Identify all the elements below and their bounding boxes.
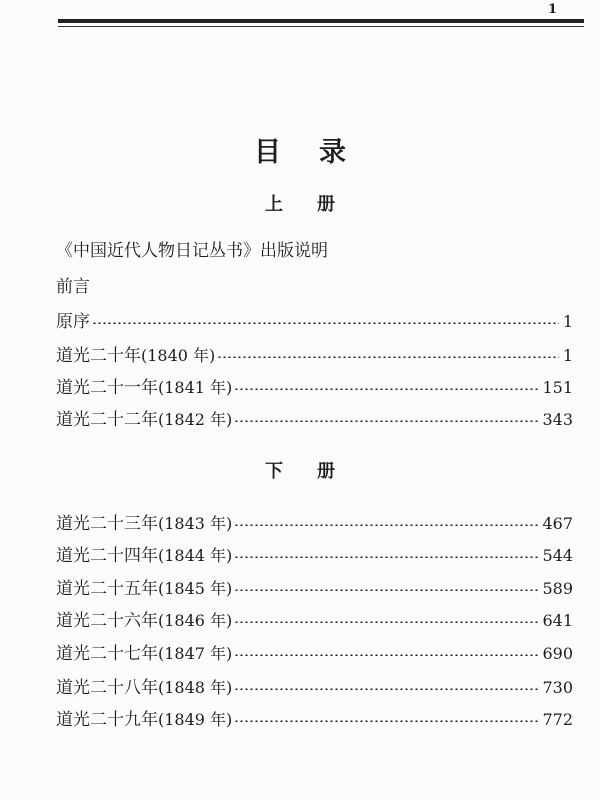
entry-page: 589: [542, 579, 573, 598]
volume-2-heading: 下册: [265, 461, 369, 482]
entry-page: 641: [542, 611, 573, 630]
toc-title: 目录: [254, 137, 384, 168]
entry-page: 151: [542, 378, 573, 397]
toc-entry-1843: [56, 509, 573, 535]
entry-title: 道光二十七年: [56, 644, 158, 664]
dot-leader: [234, 589, 538, 591]
entry-title: 道光二十一年: [56, 378, 158, 398]
toc-entry-1846: [56, 606, 573, 632]
dot-leader: [234, 524, 538, 526]
entry-title: 道光二十六年: [56, 611, 158, 631]
entry-title: 道光二十五年: [56, 579, 158, 599]
entry-year: (1846 年): [158, 611, 233, 630]
entry-title: 道光二十八年: [56, 678, 158, 698]
dot-leader: [234, 388, 538, 390]
toc-entry-1840: [56, 341, 573, 367]
toc-entry-1842: [56, 405, 573, 431]
entry-year: (1844 年): [158, 546, 233, 565]
entry-page: 544: [542, 546, 573, 565]
dot-leader: [234, 688, 538, 690]
entry-year: (1848 年): [158, 678, 233, 697]
toc-entry-1841: [56, 373, 573, 399]
entry-page: 772: [542, 710, 573, 729]
toc-entry-original-preface: [56, 307, 573, 333]
dot-leader: [234, 720, 538, 722]
entry-year: (1840 年): [141, 346, 216, 365]
dot-leader: [217, 356, 559, 358]
header-rule-thick: [58, 19, 584, 23]
entry-year: (1845 年): [158, 579, 233, 598]
dot-leader: [234, 556, 538, 558]
entry-year: (1841 年): [158, 378, 233, 397]
dot-leader: [234, 420, 538, 422]
toc-front-item-preface: [56, 272, 573, 298]
entry-title: 前言: [56, 277, 90, 297]
entry-title: 道光二十年: [56, 346, 141, 366]
toc-entry-1845: [56, 574, 573, 600]
entry-title: 道光二十四年: [56, 546, 158, 566]
toc-entry-1847: [56, 639, 573, 665]
toc-entry-1849: [56, 705, 573, 731]
dot-leader: [92, 322, 559, 324]
header-rule-thin: [58, 26, 584, 27]
entry-year: (1847 年): [158, 644, 233, 663]
entry-title: 《中国近代人物日记丛书》出版说明: [56, 241, 328, 261]
entry-page: 1: [562, 312, 573, 331]
entry-year: (1842 年): [158, 410, 233, 429]
entry-title: 道光二十三年: [56, 514, 158, 534]
entry-year: (1849 年): [158, 710, 233, 729]
entry-page: 1: [562, 346, 573, 365]
dot-leader: [234, 621, 538, 623]
toc-entry-1844: [56, 541, 573, 567]
toc-entry-1848: [56, 673, 573, 699]
entry-page: 690: [542, 644, 573, 663]
entry-title: 原序: [56, 312, 90, 332]
entry-page: 467: [542, 514, 573, 533]
page-number: 1: [548, 2, 558, 17]
entry-page: 730: [542, 678, 573, 697]
entry-title: 道光二十九年: [56, 710, 158, 730]
toc-front-item-publication-note: [56, 236, 573, 262]
dot-leader: [234, 654, 538, 656]
entry-page: 343: [542, 410, 573, 429]
volume-1-heading: 上册: [265, 194, 369, 215]
entry-title: 道光二十二年: [56, 410, 158, 430]
entry-year: (1843 年): [158, 514, 233, 533]
